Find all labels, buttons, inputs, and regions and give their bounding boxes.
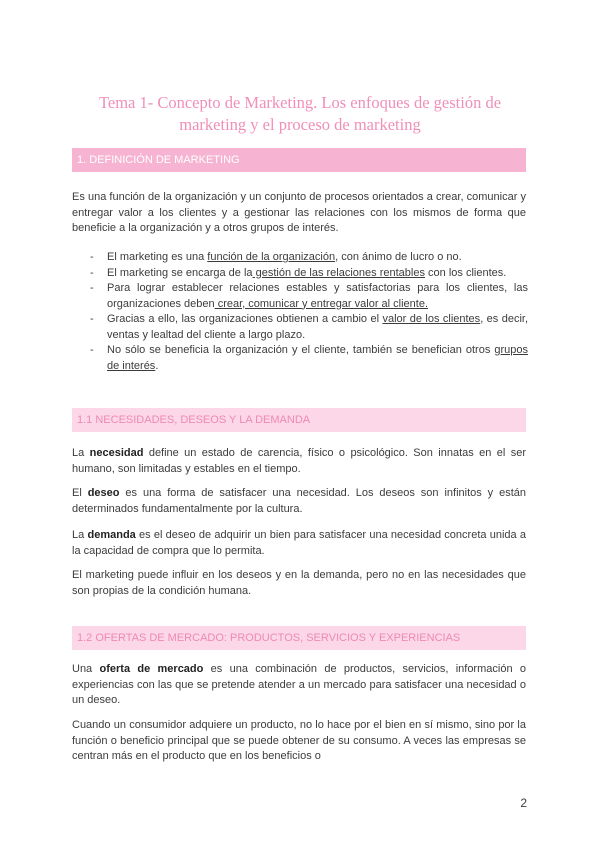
section-heading-definicion: [72, 148, 526, 172]
bold-term: necesidad: [89, 447, 144, 459]
demanda-paragraph: La demanda es el deseo de adquirir un bien para satisfacer una necesidad concreta unida a la capacidad de compra que lo permita.: [72, 529, 527, 557]
underlined-term: función de la organización: [207, 251, 336, 263]
underlined-term: valor de los clientes: [382, 313, 481, 325]
deseo-paragraph: El deseo es una forma de satisfacer una necesidad. Los deseos son infinitos y están determinados fundamentalmente por la cultura.: [72, 487, 526, 515]
marketing-influence-paragraph: El marketing puede influir en los deseos y en la demanda, pero no en las necesidades que son propias de la condición humana.: [72, 569, 526, 597]
definition-bullet-list: [90, 250, 528, 374]
bullet-item: - Gracias a ello, las organizaciones obtienen a cambio el valor de los clientes, es decir, ventas y lealtad del cliente a largo plazo.: [90, 313, 529, 341]
necesidad-paragraph: La necesidad define un estado de carencia, físico o psicológico. Son innatas en el ser humano, son limitadas y estables en el tiempo.: [72, 447, 526, 475]
definition-paragraph: Es una función de la organización y un conjunto de procesos orientados a crear, comunicar y entregar valor a los clientes y a gestionar las relaciones con los mismos de forma que beneficie a la organización y a otros grupos de interés.: [72, 191, 526, 234]
bullet-item: - El marketing es una función de la organización, con ánimo de lucro o no.: [90, 251, 462, 263]
section-heading-label: 1.2 OFERTAS DE MERCADO: PRODUCTOS, SERVICIOS Y EXPERIENCIAS: [77, 632, 461, 644]
bullet-item: - No sólo se beneficia la organización y el cliente, también se benefician otros grupos de interés.: [90, 344, 528, 372]
bullet-item: - El marketing se encarga de la gestión de las relaciones rentables con los clientes.: [90, 266, 507, 279]
consumidor-paragraph: Cuando un consumidor adquiere un producto, no lo hace por el bien en sí mismo, sino por la función o beneficio principal que se puede obtener de su consumo. A veces las empresas se centran más en el producto que en los beneficios o: [72, 719, 526, 762]
underlined-term: grupos de interés: [107, 344, 528, 372]
section-heading-label: 1.1 NECESIDADES, DESEOS Y LA DEMANDA: [77, 414, 311, 426]
section-heading-label: 1. DEFINICIÓN DE MARKETING: [77, 154, 240, 166]
bold-term: deseo: [87, 487, 120, 499]
page-number: 2: [520, 796, 527, 810]
underlined-term: gestión de las relaciones rentables: [252, 266, 425, 279]
oferta-paragraph: Una oferta de mercado es una combinación de productos, servicios, información o experiencias con las que se pretende atender a un mercado para satisfacer una necesidad o un deseo.: [72, 663, 526, 706]
page-title: Tema 1- Concepto de Marketing. Los enfoques de gestión de marketing y el proceso de marketing: [98, 93, 502, 134]
bullet-item: - Para lograr establecer relaciones estables y satisfactorias para los clientes, las organizaciones deben crear, comunicar y entregar valor al cliente.: [90, 282, 528, 310]
underlined-term: crear, comunicar y entregar valor al cliente.: [214, 297, 429, 310]
section-heading-necesidades: [72, 408, 526, 432]
bold-term: demanda: [87, 529, 136, 541]
bold-term: oferta de mercado: [99, 663, 204, 675]
section-heading-ofertas: [72, 626, 526, 650]
